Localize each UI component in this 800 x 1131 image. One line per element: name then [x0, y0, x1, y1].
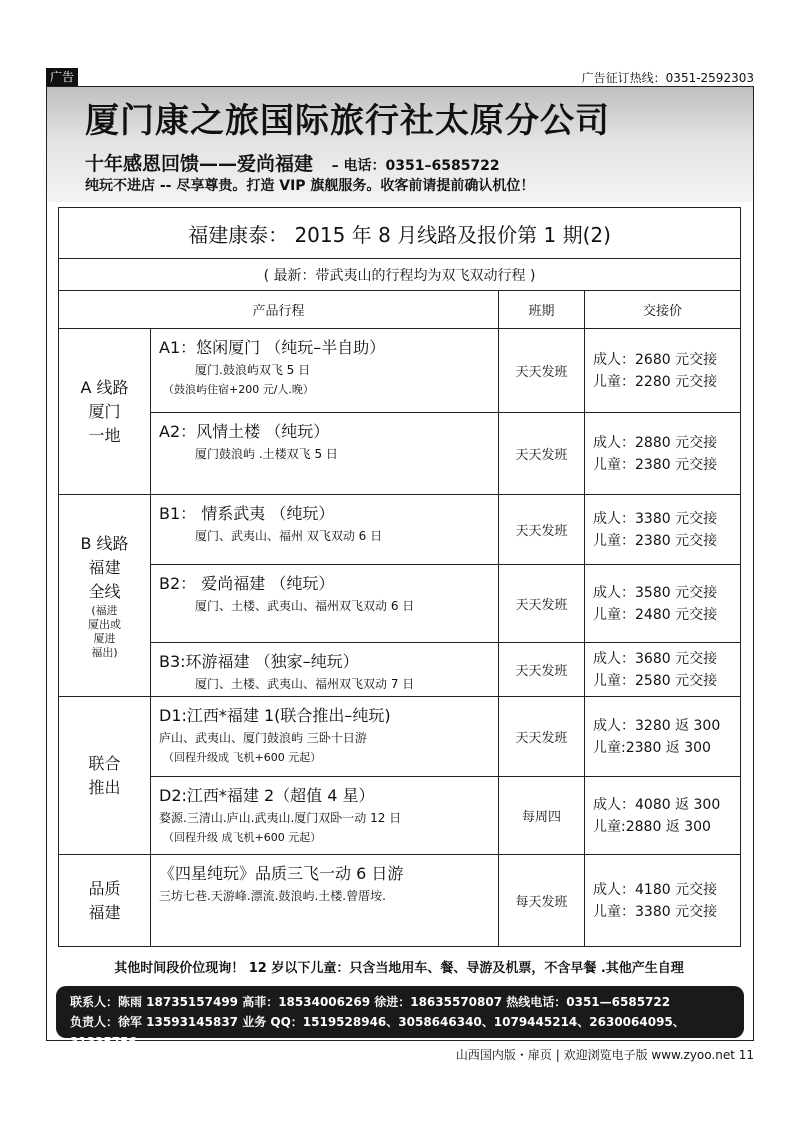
schedule-cell: 天天发班: [499, 329, 585, 413]
schedule-cell: 每天发班: [499, 855, 585, 947]
adult-price: 成人：3580 元交接: [593, 584, 718, 601]
contact-line-1: 联系人：陈雨 18735157499 高菲：18534006269 徐进：18635570807 热线电话：0351—6585722: [70, 995, 671, 1009]
price-cell: [585, 495, 741, 565]
table-row: [59, 855, 741, 947]
product-cell: [151, 329, 499, 413]
product-detail: 厦门.鼓浪屿双飞 5 日: [195, 363, 311, 377]
route-group-name: B 线路 福建 全线: [80, 533, 129, 601]
adult-price: 成人：2880 元交接: [593, 434, 718, 451]
table-row: [59, 777, 741, 855]
child-price: 儿童：2280 元交接: [593, 373, 718, 390]
product-title: 《四星纯玩》品质三飞一动 6 日游: [159, 864, 404, 883]
child-price: 儿童：2380 元交接: [593, 532, 718, 549]
product-detail: 三坊七巷.天游峰.漂流.鼓浪屿.土楼.曾厝垵.: [159, 889, 386, 903]
route-group-label: [59, 329, 151, 495]
company-title: 厦门康之旅国际旅行社太原分公司: [85, 101, 610, 141]
hero-tagline: 纯玩不进店 -- 尽享尊贵。打造 VIP 旗舰服务。收客前请提前确认机位！: [85, 178, 535, 194]
adult-price: 成人：2680 元交接: [593, 351, 718, 368]
schedule-cell: 天天发班: [499, 697, 585, 777]
table-body: [59, 329, 741, 947]
child-price: 儿童：2580 元交接: [593, 672, 718, 689]
table-row: [59, 565, 741, 643]
adult-price: 成人：3280 返 300: [593, 717, 721, 734]
price-cell: [585, 855, 741, 947]
product-title: A2：风情土楼 （纯玩）: [159, 422, 330, 441]
price-table: [58, 207, 741, 947]
table-subtitle: ( 最新：带武夷山的行程均为双飞双动行程 ): [59, 259, 741, 291]
price-cell: [585, 329, 741, 413]
product-title: A1：悠闲厦门 （纯玩–半自助）: [159, 338, 386, 357]
route-group-label: [59, 495, 151, 697]
route-group-note: (福进 厦出或 厦进 福出): [88, 603, 121, 659]
adult-price: 成人：3380 元交接: [593, 510, 718, 527]
table-row: [59, 495, 741, 565]
table-title: 福建康泰： 2015 年 8 月线路及报价第 1 期(2): [59, 208, 741, 259]
table-row: [59, 329, 741, 413]
page-footer: 山西国内版・扉页 | 欢迎浏览电子版 www.zyoo.net 11: [455, 1048, 754, 1062]
route-group-label: [59, 697, 151, 855]
adult-price: 成人：4180 元交接: [593, 881, 718, 898]
header-product: 产品行程: [59, 291, 499, 329]
route-group-name: A 线路 厦门 一地: [80, 377, 129, 445]
child-price: 儿童：2480 元交接: [593, 606, 718, 623]
product-note: （鼓浪屿住宿+200 元/人.晚）: [163, 383, 314, 396]
table-row: [59, 413, 741, 495]
table-row: [59, 697, 741, 777]
product-title: B2： 爱尚福建 （纯玩）: [159, 574, 335, 593]
route-group-label: [59, 855, 151, 947]
child-price: 儿童:2880 返 300: [593, 818, 711, 835]
schedule-cell: 天天发班: [499, 565, 585, 643]
hero-banner: [47, 87, 753, 202]
route-group-name: 联合 推出: [88, 753, 121, 797]
schedule-cell: 天天发班: [499, 413, 585, 495]
product-cell: [151, 697, 499, 777]
schedule-cell: 天天发班: [499, 495, 585, 565]
price-cell: [585, 413, 741, 495]
product-cell: [151, 777, 499, 855]
hero-subtitle: [85, 149, 500, 176]
footnote: 其他时间段价位现询！ 12 岁以下儿童：只含当地用车、餐、导游及机票，不含早餐 .其他产生自理: [114, 961, 684, 976]
header-schedule: 班期: [499, 291, 585, 329]
product-note: （回程升级成 飞机+600 元起）: [163, 751, 322, 764]
price-cell: [585, 565, 741, 643]
product-cell: [151, 855, 499, 947]
price-cell: [585, 697, 741, 777]
schedule-cell: 每周四: [499, 777, 585, 855]
product-title: D1:江西*福建 1(联合推出–纯玩): [159, 706, 391, 725]
product-cell: [151, 565, 499, 643]
ad-hotline: 广告征订热线：0351-2592303: [581, 71, 754, 85]
contact-line-2: 负责人：徐军 13593145837 业务 QQ：1519528946、3058646340、1079445214、2630064095、31335756: [70, 1015, 685, 1049]
child-price: 儿童:2380 返 300: [593, 739, 711, 756]
child-price: 儿童：2380 元交接: [593, 456, 718, 473]
child-price: 儿童：3380 元交接: [593, 903, 718, 920]
table-header-row: [59, 291, 741, 329]
product-title: B3:环游福建 （独家–纯玩）: [159, 652, 359, 671]
top-bar: [46, 68, 754, 86]
contact-bar: [56, 986, 744, 1049]
adult-price: 成人：4080 返 300: [593, 796, 721, 813]
product-detail: 厦门鼓浪屿 .土楼双飞 5 日: [195, 447, 338, 461]
hero-phone: – 电话：0351–6585722: [331, 158, 500, 174]
table-row: [59, 643, 741, 697]
header-price: 交接价: [585, 291, 741, 329]
product-cell: [151, 495, 499, 565]
product-detail: 厦门、土楼、武夷山、福州双飞双动 7 日: [195, 677, 415, 691]
price-cell: [585, 643, 741, 697]
ad-tag: 广告: [46, 68, 78, 86]
product-cell: [151, 413, 499, 495]
route-group-name: 品质 福建: [88, 878, 121, 922]
product-cell: [151, 643, 499, 697]
schedule-cell: 天天发班: [499, 643, 585, 697]
product-detail: 庐山、武夷山、厦门鼓浪屿 三卧十日游: [159, 731, 367, 745]
price-cell: [585, 777, 741, 855]
product-detail: 厦门、土楼、武夷山、福州双飞双动 6 日: [195, 599, 415, 613]
product-detail: 厦门、武夷山、福州 双飞双动 6 日: [195, 529, 383, 543]
hero-subtitle-text: 十年感恩回馈——爱尚福建: [85, 153, 314, 175]
product-title: D2:江西*福建 2（超值 4 星）: [159, 786, 375, 805]
adult-price: 成人：3680 元交接: [593, 650, 718, 667]
product-title: B1： 情系武夷 （纯玩）: [159, 504, 335, 523]
product-note: （回程升级 成飞机+600 元起）: [163, 831, 322, 844]
product-detail: 婺源.三清山.庐山.武夷山.厦门双卧一动 12 日: [159, 811, 402, 825]
